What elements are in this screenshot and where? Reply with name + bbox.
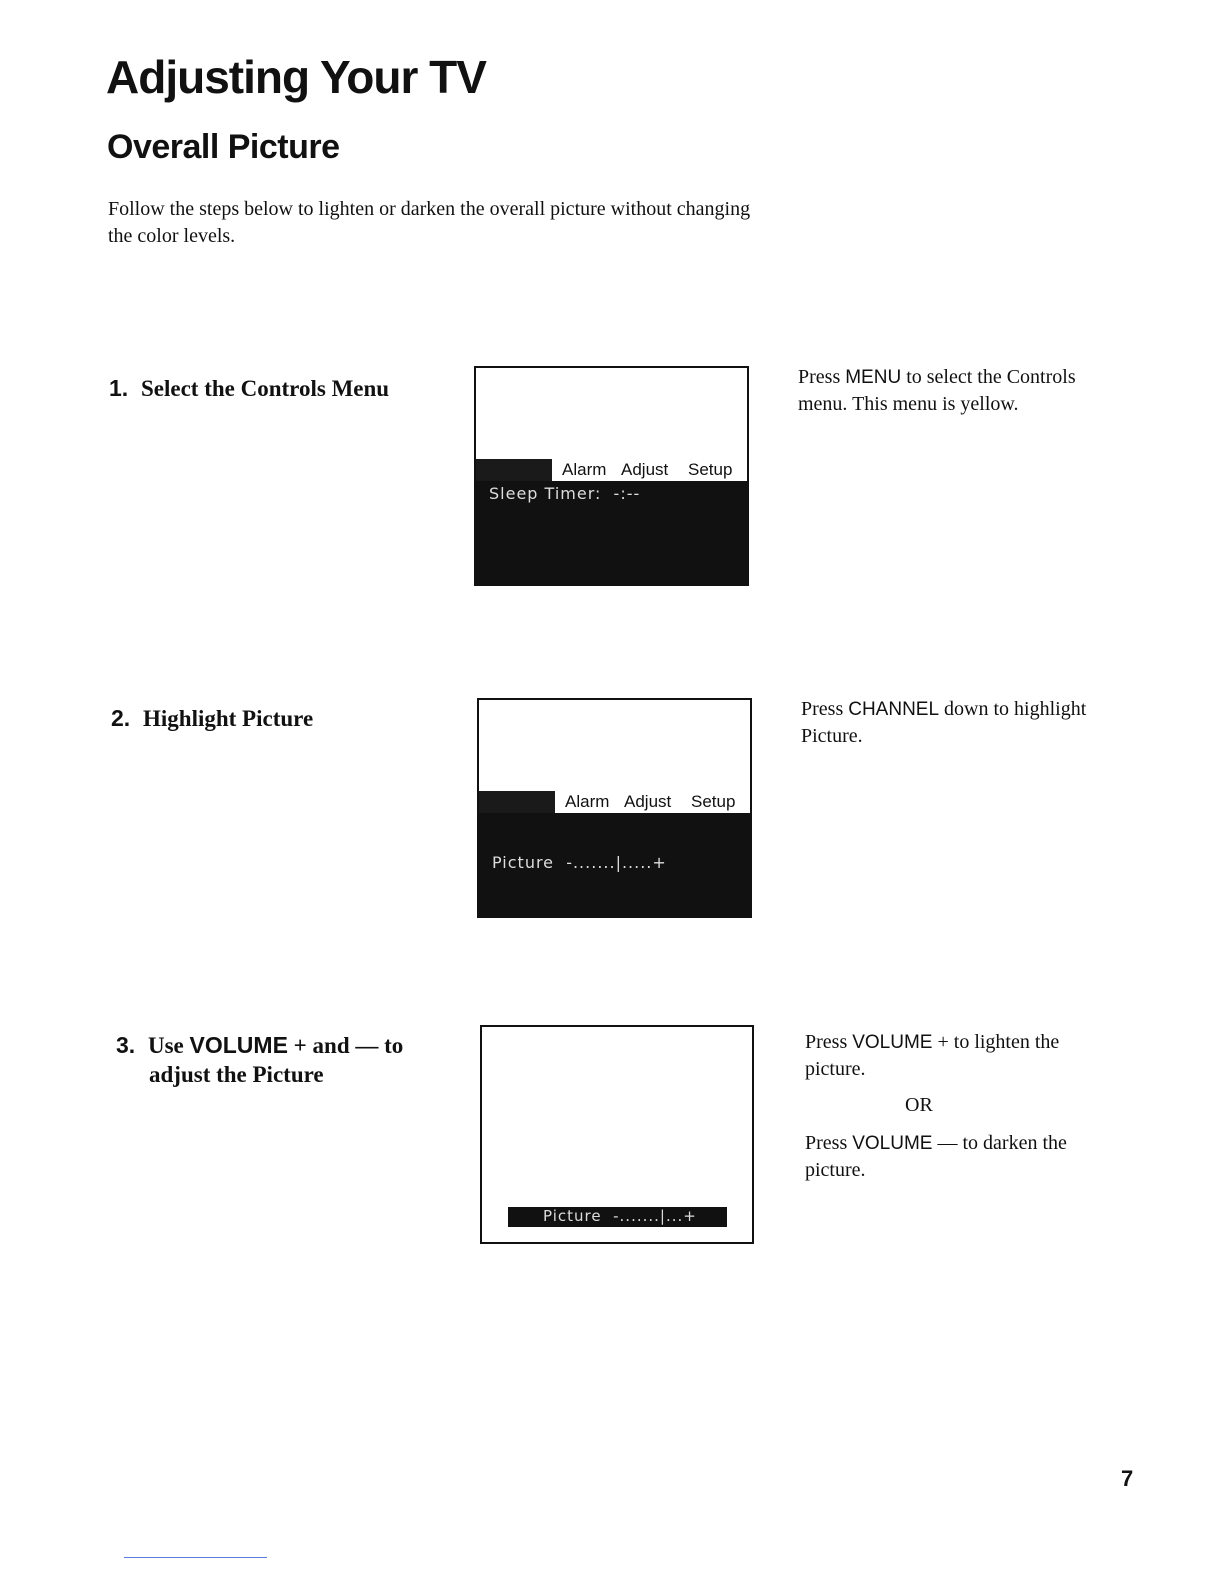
menu-item-picture-highlighted: Picture -.......|.....+ xyxy=(492,853,667,872)
step-1-description: Press MENU to select the Controls menu. This menu is yellow. xyxy=(798,366,1076,415)
bottom-rule xyxy=(124,1557,267,1558)
step-3-tv-screen xyxy=(480,1025,754,1244)
step-1-number: 1. xyxy=(109,375,129,401)
controls-tab-highlight xyxy=(476,459,552,481)
step-1-heading xyxy=(109,374,389,403)
tab-setup: Setup xyxy=(688,460,733,479)
step-3-number: 3. xyxy=(116,1032,136,1058)
step-2-heading xyxy=(111,704,313,733)
step-3-description-darken: Press VOLUME — to darken the picture. xyxy=(805,1132,1067,1181)
channel-key-label: CHANNEL xyxy=(848,699,940,720)
intro-paragraph: Follow the steps below to lighten or darken the overall picture without changing the color levels. xyxy=(108,198,751,247)
step-2-title: Highlight Picture xyxy=(143,706,314,731)
step-2-description: Press CHANNEL down to highlight Picture. xyxy=(801,698,1087,747)
menu-item-sleep-timer: Sleep Timer: -:-- xyxy=(489,484,641,503)
step-3-heading: 3. Use VOLUME + and — to adjust the Picture xyxy=(116,1031,456,1089)
or-label: OR xyxy=(905,1094,933,1116)
page-title: Adjusting Your TV xyxy=(106,51,486,103)
picture-slider-label: Picture -.......|...+ xyxy=(543,1207,697,1225)
volume-key-label: VOLUME xyxy=(852,1032,933,1053)
tab-setup: Setup xyxy=(691,792,736,811)
tab-alarm: Alarm xyxy=(562,460,607,479)
menu-tab-bar xyxy=(476,459,747,481)
step-1-title: Select the Controls Menu xyxy=(141,376,390,401)
controls-tab-highlight xyxy=(479,791,555,813)
step-2-number: 2. xyxy=(111,705,131,731)
page-number: 7 xyxy=(1121,1466,1134,1491)
picture-adjust-bar xyxy=(508,1207,727,1227)
tab-adjust: Adjust xyxy=(621,460,669,479)
step-2-tv-screen xyxy=(477,698,752,918)
section-title: Overall Picture xyxy=(107,128,340,166)
tab-alarm: Alarm xyxy=(565,792,610,811)
menu-panel xyxy=(476,481,747,584)
menu-key-label: MENU xyxy=(845,367,902,388)
step-1-tv-screen xyxy=(474,366,749,586)
tab-adjust: Adjust xyxy=(624,792,672,811)
step-3-description-lighten: Press VOLUME + to lighten the picture. xyxy=(805,1031,1060,1080)
volume-key-label: VOLUME xyxy=(852,1133,933,1154)
volume-key-label: VOLUME xyxy=(189,1032,288,1058)
menu-panel xyxy=(479,813,750,916)
step-3-title-line2: adjust the Picture xyxy=(149,1062,324,1087)
menu-tab-bar xyxy=(479,791,750,813)
